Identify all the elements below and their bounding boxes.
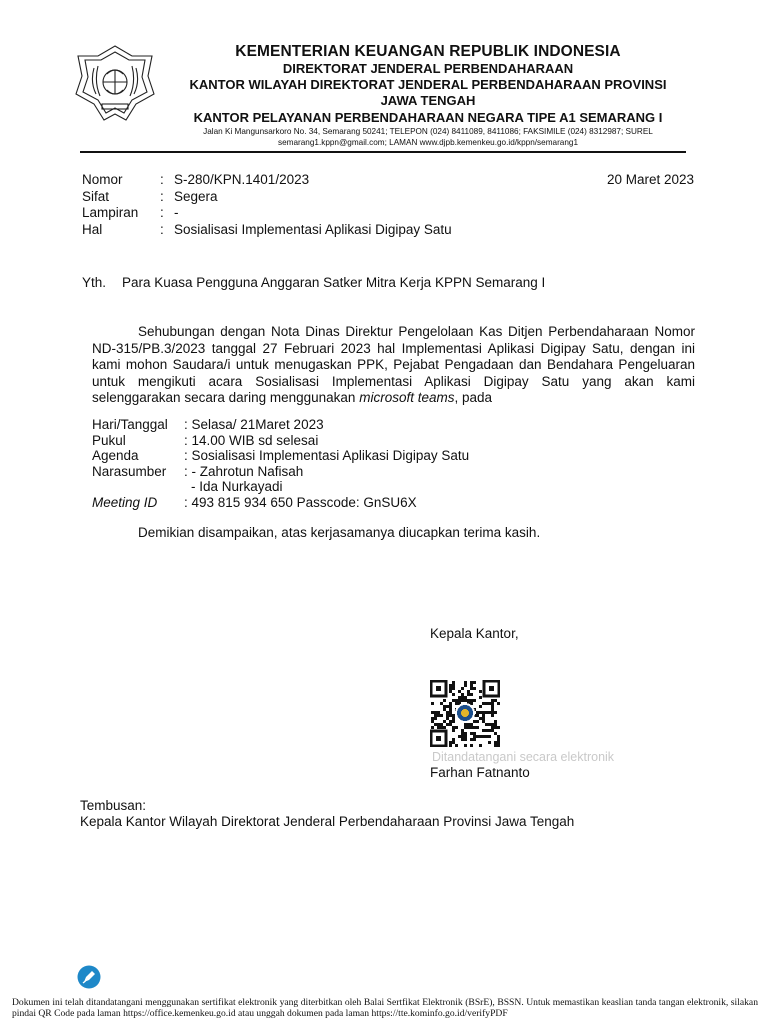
letterhead bbox=[168, 42, 688, 148]
event-details bbox=[92, 417, 469, 511]
province-name: JAWA TENGAH bbox=[380, 93, 476, 108]
ministry-name: KEMENTERIAN KEUANGAN REPUBLIK INDONESIA bbox=[235, 43, 621, 60]
meeting-id: : 493 815 934 650 Passcode: GnSU6X bbox=[184, 494, 417, 510]
recipient bbox=[82, 275, 545, 290]
detail-row-speaker: Narasumber : - Zahrotun Nafisah bbox=[92, 463, 304, 479]
ministry-logo-icon bbox=[74, 44, 156, 122]
recipient-prefix: Yth. bbox=[82, 275, 107, 290]
e-signature-note: Ditandatangani secara elektronik bbox=[432, 750, 615, 764]
footer-disclaimer: Dokumen ini telah ditandatangani menggunakan sertifikat elektronik yang diterbitkan oleh Balai Sertfikat Elektronik (BSrE), BSSN. Untuk memastikan keaslian tanda tangan elektronik, silakan pindai QR Code pada laman https://office.kemenkeu.go.id atau unggah dokumen pada laman https://tte.kominfo.go.id/verifyPDF bbox=[12, 997, 758, 1019]
letter-subject: Sosialisasi Implementasi Aplikasi Digipay Satu bbox=[174, 221, 452, 237]
meta-row-number: Nomor : S-280/KPN.1401/2023 bbox=[82, 172, 310, 187]
carbon-copy bbox=[80, 798, 574, 830]
office-address: Jalan Ki Mangunsarkoro No. 34, Semarang 50241; TELEPON (024) 8411089, 8411086; FAKSIMILE (024) 8312987; SUREL bbox=[203, 127, 653, 136]
letter-date: 20 Maret 2023 bbox=[606, 172, 694, 187]
directorate-name: DIREKTORAT JENDERAL PERBENDAHARAAN bbox=[282, 61, 574, 76]
letter-number: S-280/KPN.1401/2023 bbox=[174, 172, 310, 187]
signer-title: Kepala Kantor, bbox=[430, 626, 519, 641]
closing-text: Demikian disampaikan, atas kerjasamanya diucapkan terima kasih. bbox=[138, 525, 541, 540]
platform-name: microsoft teams bbox=[359, 390, 455, 405]
detail-row-speaker-2: - Ida Nurkayadi bbox=[191, 479, 283, 495]
signer-name: Farhan Fatnanto bbox=[430, 765, 530, 780]
cc-heading: Tembusan: bbox=[80, 798, 147, 813]
detail-row-meeting: Meeting ID : 493 815 934 650 Passcode: GnSU6X bbox=[92, 494, 417, 510]
body-paragraph: Sehubungan dengan Nota Dinas Direktur Pengelolaan Kas Ditjen Perbendaharaan Nomor ND-315/PB.3/2023 tanggal 27 Februari 2023 hal Implementasi Aplikasi Digipay Satu, dengan ini kami mohon Saudara/i untuk menugaskan PPK, Pejabat Pengadaan dan Bendahara Pengeluaran untuk mengikuti acara Sosialisasi Implementasi Aplikasi Digipay Satu yang akan kami selenggarakan secara daring menggunakan microsoft teams, pada bbox=[92, 324, 695, 405]
recipient-name: Para Kuasa Pengguna Anggaran Satker Mitra Kerja KPPN Semarang I bbox=[122, 275, 546, 290]
letter-meta bbox=[82, 172, 452, 238]
meta-row-nature: Sifat : Segera bbox=[82, 188, 218, 204]
detail-row-time: Pukul : 14.00 WIB sd selesai bbox=[92, 432, 319, 448]
office-contact: semarang1.kppn@gmail.com; LAMAN www.djpb.kemenkeu.go.id/kppn/semarang1 bbox=[277, 138, 579, 147]
qr-code-icon[interactable] bbox=[430, 680, 500, 747]
detail-row-day: Hari/Tanggal : Selasa/ 21Maret 2023 bbox=[92, 417, 324, 432]
cc-item: Kepala Kantor Wilayah Direktorat Jenderal Perbendaharaan Provinsi Jawa Tengah bbox=[80, 814, 575, 829]
pen-icon bbox=[77, 965, 101, 989]
meta-row-attachment: Lampiran : - bbox=[82, 205, 179, 220]
detail-row-agenda: Agenda : Sosialisasi Implementasi Aplikasi Digipay Satu bbox=[92, 448, 470, 464]
letterhead-divider bbox=[80, 151, 686, 153]
regional-office-name: KANTOR WILAYAH DIREKTORAT JENDERAL PERBENDAHARAAN PROVINSI bbox=[189, 77, 667, 92]
office-name: KANTOR PELAYANAN PERBENDAHARAAN NEGARA TIPE A1 SEMARANG I bbox=[193, 110, 663, 125]
letter-attachment: - bbox=[174, 205, 179, 220]
letter-nature: Segera bbox=[174, 188, 218, 204]
meta-row-subject: Hal : Sosialisasi Implementasi Aplikasi Digipay Satu bbox=[82, 221, 452, 237]
